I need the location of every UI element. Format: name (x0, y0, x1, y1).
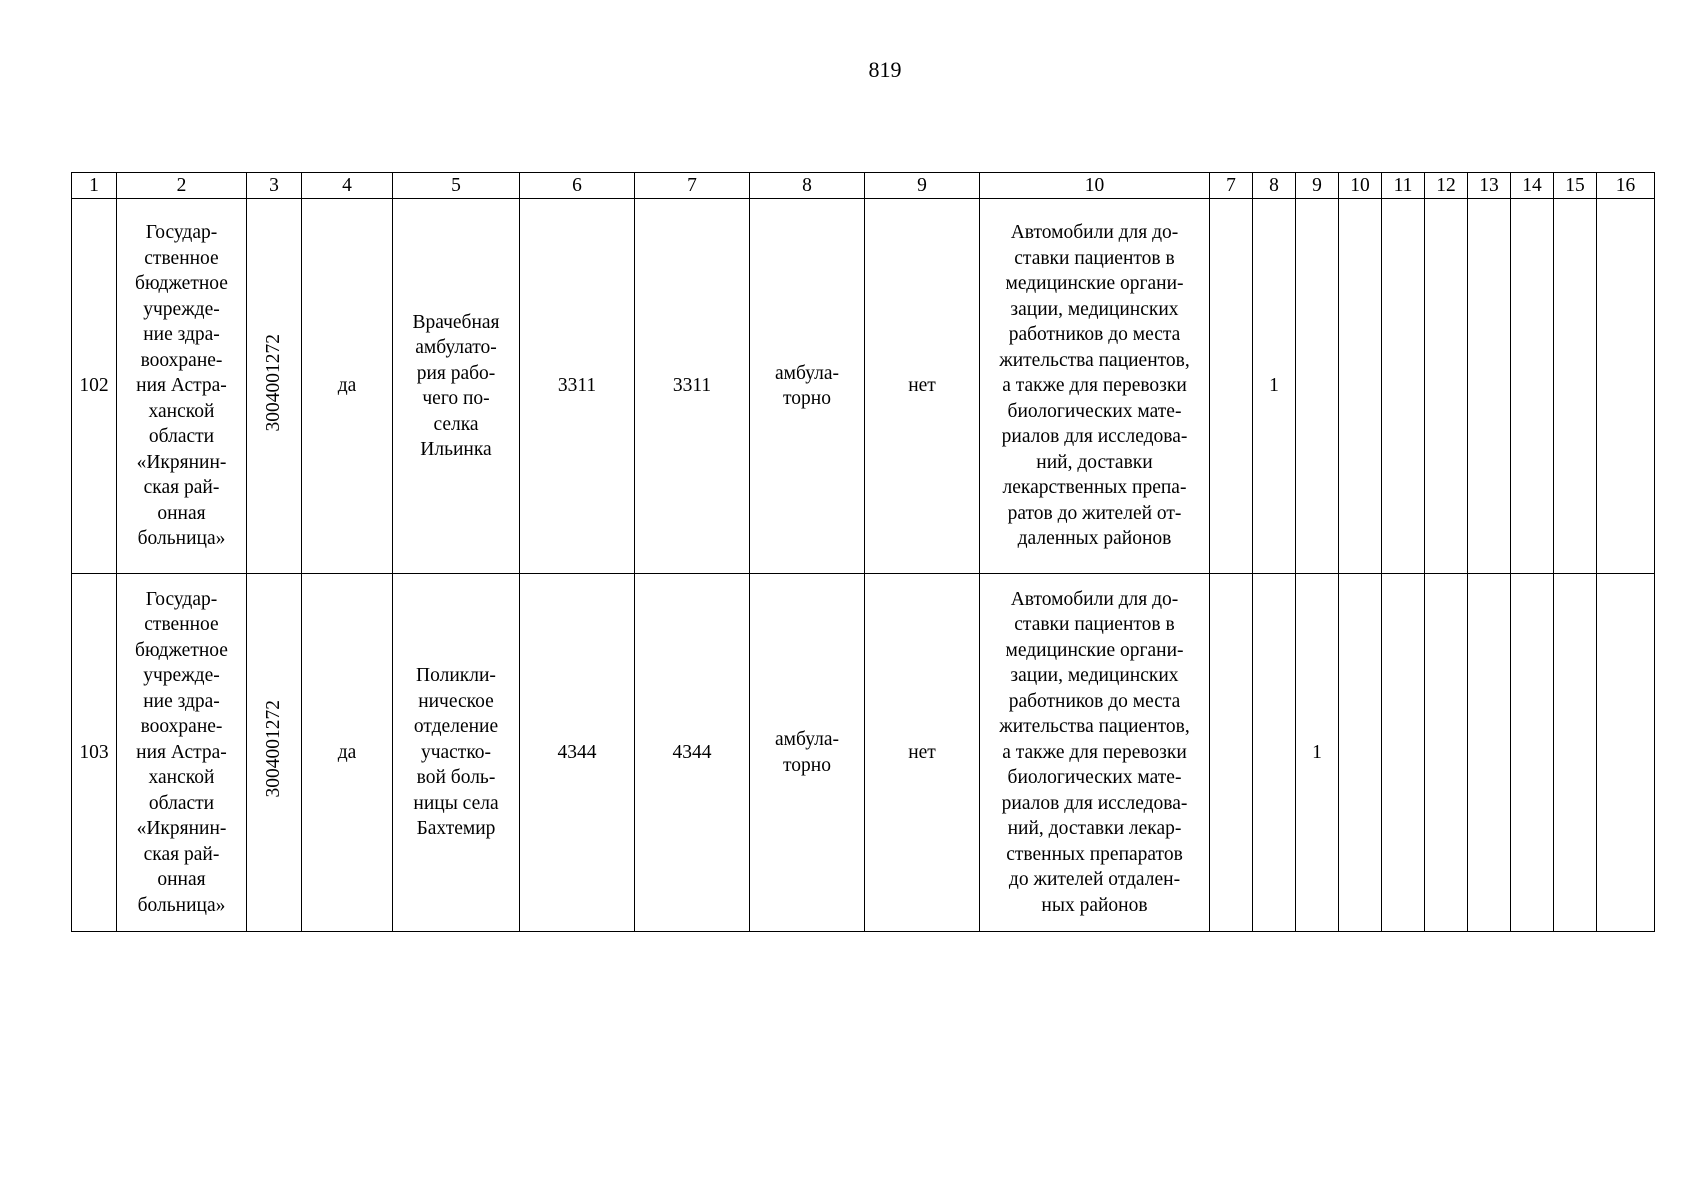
column-header: 10 (980, 173, 1210, 199)
column-header: 9 (865, 173, 980, 199)
organization-text: Государ- ственное бюджетное учрежде- ние здра- воохране- ния Астра- ханской области «Икрянин- ская рай- онная больница» (135, 588, 228, 916)
column-header: 5 (393, 173, 520, 199)
value-7-cell: 4344 (635, 574, 750, 932)
column-header: 1 (72, 173, 117, 199)
column-header: 4 (302, 173, 393, 199)
column-header: 12 (1425, 173, 1468, 199)
mode-cell (750, 199, 865, 574)
extra-cell (1296, 199, 1339, 574)
row-number: 102 (72, 199, 117, 574)
extra-cell (1382, 574, 1425, 932)
column-header: 7 (635, 173, 750, 199)
purpose-text: Автомобили для до- ставки пациентов в медицинские органи- зации, медицинских работников до места жительства пациентов, а также для перевозки биологических мате- риалов для исследова- ний, доставки лекар- ственных препаратов до жителей отдален- ных районов (999, 588, 1190, 916)
extra-cell: 1 (1296, 574, 1339, 932)
inn-cell (247, 574, 302, 932)
extra-cell (1339, 574, 1382, 932)
column-header: 6 (520, 173, 635, 199)
value-9-cell: нет (865, 199, 980, 574)
extra-cell (1425, 199, 1468, 574)
header-row (72, 173, 1655, 199)
column-header: 15 (1554, 173, 1597, 199)
extra-cell (1597, 199, 1655, 574)
extra-cell (1382, 199, 1425, 574)
extra-cell (1425, 574, 1468, 932)
extra-cell (1554, 574, 1597, 932)
extra-cell: 1 (1253, 199, 1296, 574)
value-6-cell: 3311 (520, 199, 635, 574)
table-row (72, 574, 1655, 932)
value-9-cell: нет (865, 574, 980, 932)
row-number: 103 (72, 574, 117, 932)
column-header: 2 (117, 173, 247, 199)
extra-cell (1468, 574, 1511, 932)
organization-cell (117, 574, 247, 932)
column-header: 13 (1468, 173, 1511, 199)
extra-cell (1210, 574, 1253, 932)
organization-cell (117, 199, 247, 574)
inn-text: 3004001272 (263, 333, 285, 431)
column-header: 11 (1382, 173, 1425, 199)
unit-text: Поликли- ническое отделение участко- вой боль- ницы села Бахтемир (413, 665, 499, 840)
extra-cell (1511, 199, 1554, 574)
extra-cell (1554, 199, 1597, 574)
unit-cell (393, 199, 520, 574)
column-header: 14 (1511, 173, 1554, 199)
inn-text: 3004001272 (263, 700, 285, 798)
extra-cell (1511, 574, 1554, 932)
column-header: 8 (750, 173, 865, 199)
unit-text: Врачебная амбулато- рия рабо- чего по- селка Ильинка (412, 311, 500, 460)
column-header: 16 (1597, 173, 1655, 199)
data-table (71, 172, 1655, 932)
column-header: 3 (247, 173, 302, 199)
flag-cell: да (302, 574, 393, 932)
flag-cell: да (302, 199, 393, 574)
page-number: 819 (868, 57, 902, 82)
mode-cell (750, 574, 865, 932)
purpose-cell (980, 199, 1210, 574)
mode-text: амбула- торно (775, 362, 839, 409)
table-row (72, 199, 1655, 574)
inn-cell (247, 199, 302, 574)
column-header: 7 (1210, 173, 1253, 199)
value-6-cell: 4344 (520, 574, 635, 932)
column-header: 10 (1339, 173, 1382, 199)
column-header: 9 (1296, 173, 1339, 199)
value-7-cell: 3311 (635, 199, 750, 574)
extra-cell (1339, 199, 1382, 574)
organization-text: Государ- ственное бюджетное учрежде- ние здра- воохране- ния Астра- ханской области «Икрянин- ская рай- онная больница» (135, 222, 228, 550)
extra-cell (1210, 199, 1253, 574)
unit-cell (393, 574, 520, 932)
purpose-text: Автомобили для до- ставки пациентов в медицинские органи- зации, медицинских работников до места жительства пациентов, а также для перевозки биологических мате- риалов для исследова- ний, доставки лекарственных препа- ратов до жителей от- даленных районов (999, 222, 1190, 550)
extra-cell (1253, 574, 1296, 932)
extra-cell (1468, 199, 1511, 574)
mode-text: амбула- торно (775, 729, 839, 776)
purpose-cell (980, 574, 1210, 932)
extra-cell (1597, 574, 1655, 932)
column-header: 8 (1253, 173, 1296, 199)
